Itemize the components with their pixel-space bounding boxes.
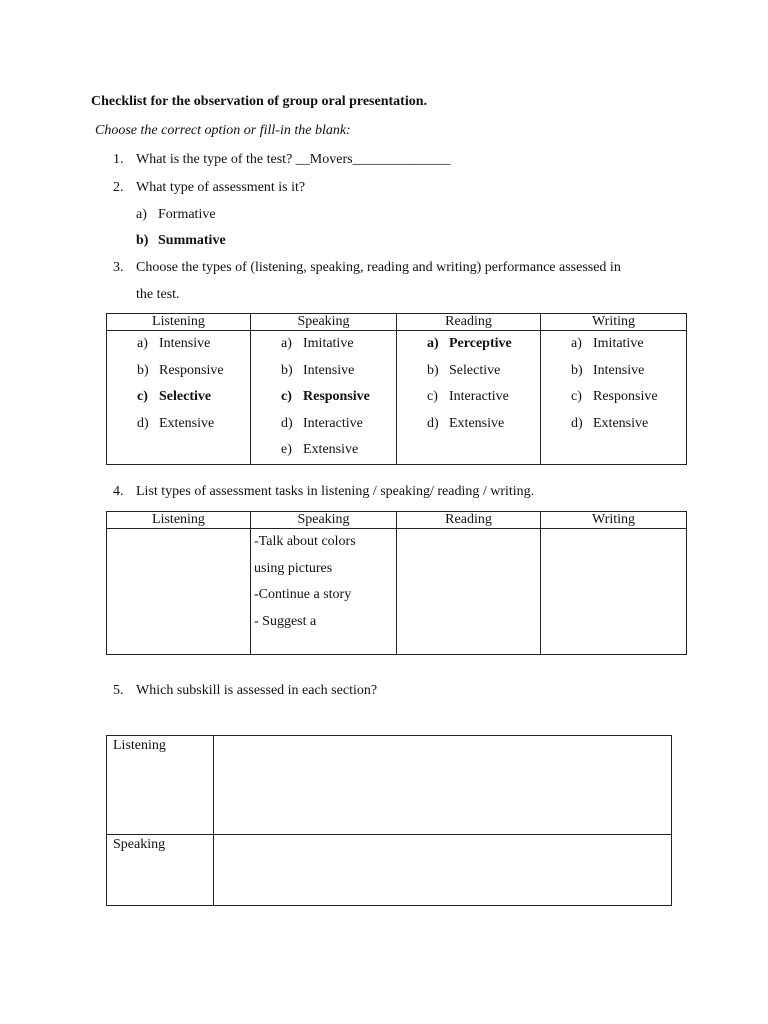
option-item: e) Extensive [281, 442, 359, 457]
header-reading: Reading [397, 512, 541, 529]
question-2-option-b: Summative [158, 233, 226, 248]
question-3-text: Choose the types of (listening, speaking, reading and writing) performance assessed in [136, 260, 621, 275]
option-item: d) Extensive [571, 415, 649, 431]
reading-options [397, 331, 541, 465]
subskill-label-speaking: Speaking [107, 835, 214, 906]
option-item: a) Imitative [281, 336, 354, 351]
speaking-options [251, 331, 397, 465]
option-item: a) Intensive [137, 336, 211, 351]
writing-options [541, 331, 687, 465]
question-3-number: 3. [113, 260, 124, 275]
question-2-number: 2. [113, 180, 124, 195]
question-2-option-a: Formative [158, 207, 216, 222]
header-writing: Writing [541, 512, 687, 529]
question-3-text-continued: the test. [136, 287, 180, 302]
option-item: b) Intensive [281, 362, 355, 378]
listening-options [107, 331, 251, 465]
writing-tasks-cell[interactable] [541, 529, 687, 655]
subskill-table [106, 735, 672, 906]
assessment-tasks-table [106, 511, 687, 655]
subskill-answer-listening[interactable] [214, 736, 672, 835]
option-item: d) Interactive [281, 415, 363, 431]
speaking-tasks-cell[interactable] [251, 529, 397, 655]
question-5-text: Which subskill is assessed in each section? [136, 683, 378, 698]
option-item: d) Extensive [137, 415, 215, 431]
question-2-text: What type of assessment is it? [136, 180, 306, 195]
header-writing: Writing [541, 314, 687, 331]
question-2-option-a-letter: a) [136, 207, 147, 222]
performance-types-table [106, 313, 687, 465]
question-4-number: 4. [113, 484, 124, 499]
subskill-answer-speaking[interactable] [214, 835, 672, 906]
option-item-selected: a) Perceptive [427, 336, 512, 351]
option-item-selected: c) Selective [137, 389, 212, 404]
option-item: b) Selective [427, 362, 501, 378]
task-item: using pictures [254, 560, 333, 576]
question-4-text: List types of assessment tasks in listening / speaking/ reading / writing. [136, 484, 535, 499]
header-reading: Reading [397, 314, 541, 331]
listening-tasks-cell[interactable] [107, 529, 251, 655]
option-item-selected: c) Responsive [281, 389, 370, 404]
question-1-text: What is the type of the test? __Movers______________ [136, 152, 451, 167]
option-item: c) Interactive [427, 389, 509, 404]
option-item: d) Extensive [427, 415, 505, 431]
header-listening: Listening [107, 314, 251, 331]
task-item: - Suggest a [254, 613, 317, 629]
header-speaking: Speaking [251, 512, 397, 529]
task-item: -Talk about colors [254, 534, 356, 549]
question-1-number: 1. [113, 152, 124, 167]
option-item: c) Responsive [571, 389, 658, 404]
task-item: -Continue a story [254, 587, 352, 602]
header-listening: Listening [107, 512, 251, 529]
option-item: b) Intensive [571, 362, 645, 378]
option-item: a) Imitative [571, 336, 644, 351]
question-2-option-b-letter: b) [136, 233, 149, 248]
option-item: b) Responsive [137, 362, 224, 378]
question-5-number: 5. [113, 683, 124, 698]
reading-tasks-cell[interactable] [397, 529, 541, 655]
subskill-label-listening: Listening [107, 736, 214, 835]
instruction-text: Choose the correct option or fill-in the blank: [95, 123, 351, 138]
header-speaking: Speaking [251, 314, 397, 331]
document-title: Checklist for the observation of group oral presentation. [91, 94, 427, 109]
